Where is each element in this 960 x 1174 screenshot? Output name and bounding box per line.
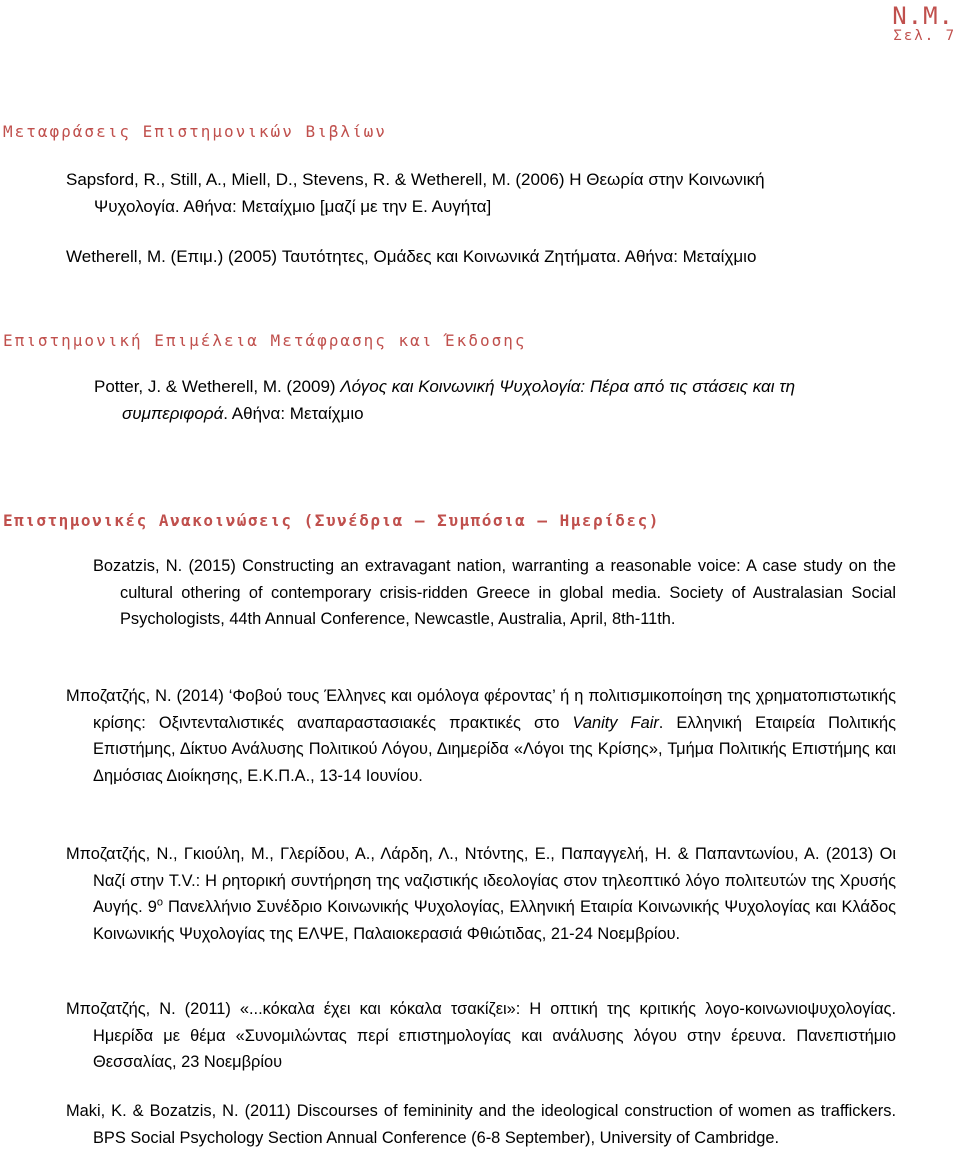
conference-entry: Maki, K. & Bozatzis, N. (2011) Discourses of femininity and the ideological construction of women as traffickers. BPS Social Psychology Section Annual Conference (6-8 September), University of Cambridge. xyxy=(66,1102,896,1147)
book-title-cont: συμπεριφορά xyxy=(122,404,224,423)
entry-text: Μποζατζής, Ν., Γκιούλη, Μ., Γλερίδου, Α., Λάρδη, Λ., Ντόντης, Ε., Παπαγγελή, Η. & Παπαντωνίου, Α. (2013) Οι Ναζί στην T.V.: Η ρητορική συντήρηση της ναζιστικής ιδεολογίας στον τηλεοπτικό λόγο πολιτευτών της Χρυσής Αυγής. 9 xyxy=(66,845,896,916)
conference-entry xyxy=(66,841,896,947)
conference-entry: Μποζατζής, Ν. (2011) «...κόκαλα έχει και κόκαλα τσακίζει»: Η οπτική της κριτικής λογο-κοινωνιοψυχολογίας. Ημερίδα με θέμα «Συνομιλώντας περί επιστημολογίας και ανάλυσης λόγου στην έρευνα. Πανεπιστήμιο Θεσσαλίας, 23 Νοεμβρίου xyxy=(66,1000,896,1071)
entry-line xyxy=(94,400,795,427)
translation-entry xyxy=(66,243,756,270)
entry-authors: Potter, J. & Wetherell, M. (2009) xyxy=(94,377,341,396)
entry-text: . Ελληνική Εταιρεία Πολιτικής Επιστήμης, Δίκτυο Ανάλυσης Πολιτικού Λόγου, Διημερίδα «Λόγοι της Κρίσης», Τμήμα Πολιτικής Επιστήμης και Δημόσιας Διοίκησης, Ε.Κ.Π.Α., 13-14 Ιουνίου. xyxy=(93,713,896,785)
translation-entry xyxy=(66,166,765,220)
ordinal-superscript: ο xyxy=(156,896,163,909)
magazine-title: Vanity Fair xyxy=(572,713,659,732)
entry-line: Ψυχολογία. Αθήνα: Μεταίχμιο [μαζί με την Ε. Αυγήτα] xyxy=(94,197,492,216)
section-title-conferences: Επιστημονικές Ανακοινώσεις (Συνέδρια – Συμπόσια – Ημερίδες) xyxy=(3,511,660,530)
entry-text: Μποζατζής, Ν. (2014) ‘Φοβού τους Έλληνες και ομόλογα φέροντας’ ή η πολιτισμικοποίηση της χρηματοπιστωτικής κρίσης: Οξιντενταλιστικές αναπαραστασιακές πρακτικές στο xyxy=(66,687,896,732)
entry-publisher: . Αθήνα: Μεταίχμιο xyxy=(223,404,364,423)
section-title-translations: Μεταφράσεις Επιστημονικών Βιβλίων xyxy=(3,122,387,141)
section-title-editing: Επιστημονική Επιμέλεια Μετάφρασης και Έκδοσης xyxy=(3,331,527,350)
conference-entry: Bozatzis, N. (2015) Constructing an extravagant nation, warranting a reasonable voice: A case study on the cultural othering of contemporary crisis-ridden Greece in global media. Society of Australasian Social Psychologists, 44th Annual Conference, Newcastle, Australia, April, 8th-11th. xyxy=(93,557,896,628)
header-initials: N.M. xyxy=(892,2,954,30)
book-title: Λόγος και Κοινωνική Ψυχολογία: Πέρα από τις στάσεις και τη xyxy=(340,377,796,396)
entry-line: Sapsford, R., Still, A., Miell, D., Stevens, R. & Wetherell, M. (2006) Η Θεωρία στην Κοινωνική xyxy=(66,170,765,189)
entry-line xyxy=(94,373,795,400)
editing-entry xyxy=(94,373,795,427)
entry-line: Wetherell, M. (Επιμ.) (2005) Ταυτότητες, Ομάδες και Κοινωνικά Ζητήματα. Αθήνα: Μεταίχμιο xyxy=(66,247,757,266)
entry-text: Πανελλήνιο Συνέδριο Κοινωνικής Ψυχολογίας, Ελληνική Εταιρία Κοινωνικής Ψυχολογίας και Κλάδος Κοινωνικής Ψυχολογίας της ΕΛΨΕ, Παλαιοκερασιά Φθιώτιδας, 21-24 Νοεμβρίου. xyxy=(93,898,896,943)
conference-entry xyxy=(66,683,896,789)
page-number: Σελ. 7 xyxy=(893,28,956,44)
